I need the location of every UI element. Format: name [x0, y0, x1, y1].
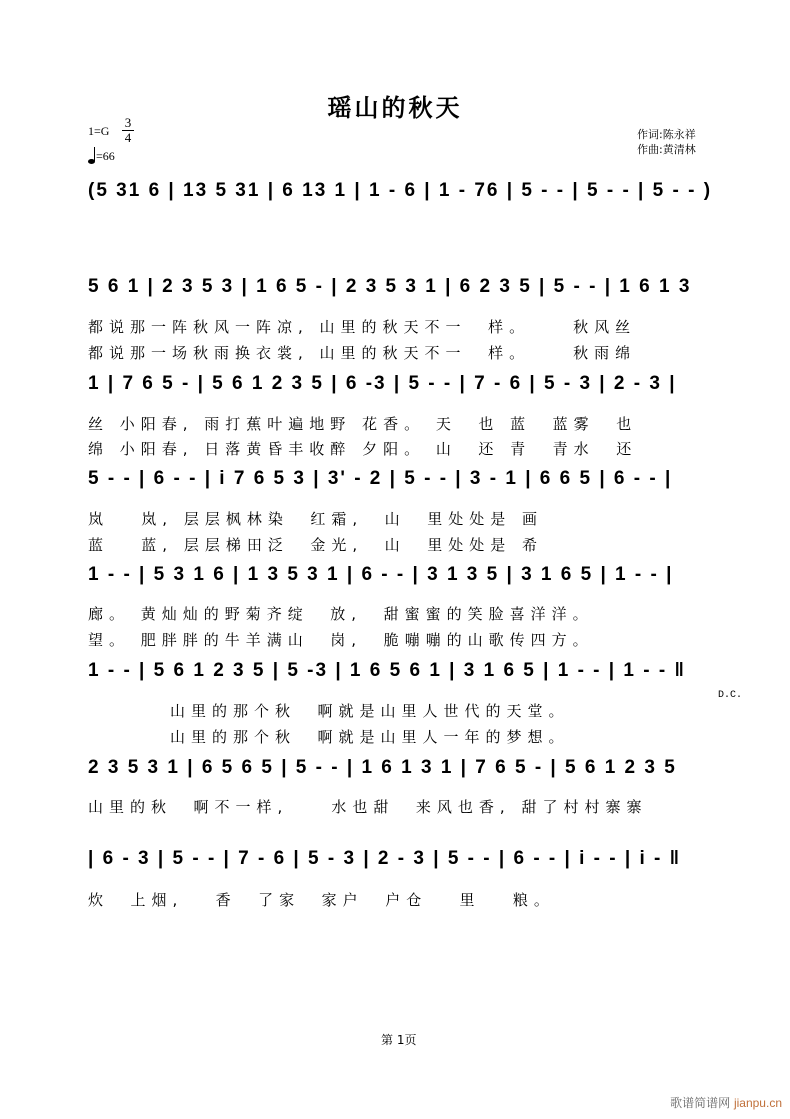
lyric-line-3-verse-1: 丝 小阳春, 雨打蕉叶遍地野 花香。 天 也 蓝 蓝雾 也: [88, 415, 638, 433]
lyric-line-2-verse-2: 都说那一场秋雨换衣裳, 山里的秋天不一 样。 秋雨绵: [88, 344, 637, 362]
key-signature: 1=G: [88, 124, 110, 138]
tempo-value: =66: [96, 149, 115, 163]
da-capo-mark: D.C.: [718, 690, 743, 701]
lyric-line-3-verse-2: 绵 小阳春, 日落黄昏丰收醉 夕阳。 山 还 青 青水 还: [88, 440, 638, 458]
notation-line-6: 1 - - | 5 6 1 2 3 5 | 5 -3 | 1 6 5 6 1 | 3 1 6 5 | 1 - - | 1 - - ‖: [88, 660, 686, 681]
lyric-line-2-verse-1: 都说那一阵秋风一阵凉, 山里的秋天不一 样。 秋风丝: [88, 318, 637, 336]
watermark: [670, 1094, 782, 1111]
notation-line-3: 1 | 7 6 5 - | 5 6 1 2 3 5 | 6 -3 | 5 - - | 7 - 6 | 5 - 3 | 2 - 3 |: [88, 373, 677, 394]
composer: 作曲:黄清林: [637, 143, 696, 156]
tempo-marking: [88, 148, 115, 164]
notation-line-4: 5 - - | 6 - - | i 7 6 5 3 | 3' - 2 | 5 - - | 3 - 1 | 6 6 5 | 6 - - |: [88, 468, 673, 489]
notation-line-5: 1 - - | 5 3 1 6 | 1 3 5 3 1 | 6 - - | 3 1 3 5 | 3 1 6 5 | 1 - - |: [88, 564, 674, 585]
notation-line-8: | 6 - 3 | 5 - - | 7 - 6 | 5 - 3 | 2 - 3 | 5 - - | 6 - - | i - - | i - ‖: [88, 848, 682, 869]
lyric-line-4-verse-2: 蓝 蓝, 层层梯田泛 金光, 山 里处处是 希: [88, 536, 543, 554]
lyric-line-4-verse-1: 岚 岚, 层层枫林染 红霜, 山 里处处是 画: [88, 510, 543, 528]
lyric-line-6-verse-2: 山里的那个秋 啊就是山里人一年的梦想。: [170, 728, 570, 746]
lyric-line-5-verse-2: 望。 肥胖胖的牛羊满山 岗, 脆嘣嘣的山歌传四方。: [88, 631, 594, 649]
notation-line-7: 2 3 5 3 1 | 6 5 6 5 | 5 - - | 1 6 1 3 1 | 7 6 5 - | 5 6 1 2 3 5: [88, 757, 677, 778]
lyricist: 作词:陈永祥: [637, 128, 696, 141]
credits: [637, 127, 696, 157]
time-numerator: 3: [122, 116, 134, 131]
notation-line-2: 5 6 1 | 2 3 5 3 | 1 6 5 - | 2 3 5 3 1 | 6 2 3 5 | 5 - - | 1 6 1 3: [88, 276, 692, 297]
time-signature: [122, 116, 134, 145]
watermark-text: 歌谱简谱网: [670, 1096, 731, 1110]
lyric-line-8: 炊 上烟, 香 了家 家户 户仓 里 粮。: [88, 891, 555, 909]
song-title: 瑶山的秋天: [327, 94, 463, 122]
time-denominator: 4: [124, 130, 132, 145]
lyric-line-5-verse-1: 廊。 黄灿灿的野菊齐绽 放, 甜蜜蜜的笑脸喜洋洋。: [88, 605, 594, 623]
quarter-note-icon: [88, 148, 96, 164]
lyric-line-6-verse-1: 山里的那个秋 啊就是山里人世代的天堂。: [170, 702, 570, 720]
notation-line-1: (5 31 6 | 13 5 31 | 6 13 1 | 1 - 6 | 1 - 76 | 5 - - | 5 - - | 5 - - ): [88, 180, 713, 201]
watermark-brand: jianpu.cn: [733, 1096, 782, 1110]
lyric-line-7: 山里的秋 啊不一样, 水也甜 来风也香, 甜了村村寨寨: [88, 798, 648, 816]
page-number: 第 1页: [381, 1033, 417, 1047]
